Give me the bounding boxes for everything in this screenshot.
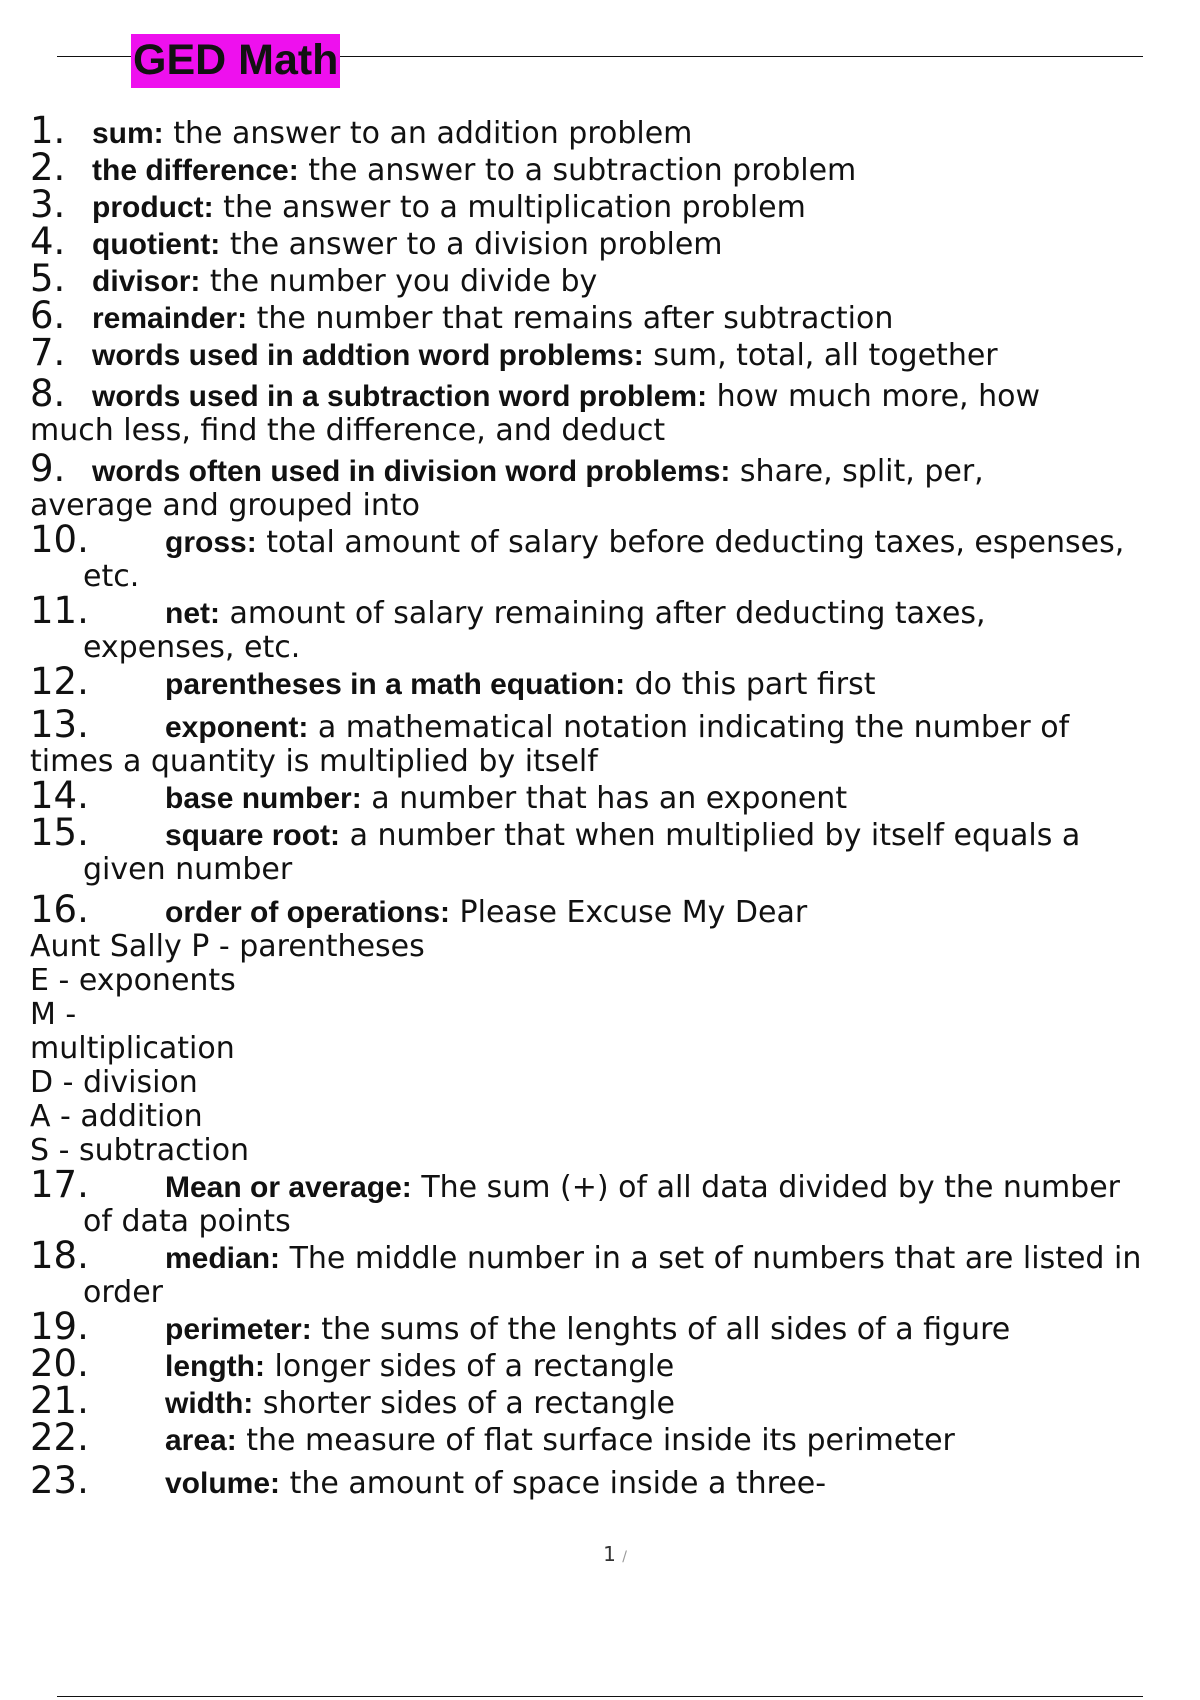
item-continuation: given number (83, 852, 293, 887)
item-term: parentheses in a math equation: (165, 668, 626, 701)
item-term: Mean or average: (165, 1171, 412, 1204)
item-term: gross: (165, 526, 257, 559)
item-definition: shorter sides of a rectangle (253, 1386, 675, 1421)
item-definition: the measure of flat surface inside its perimeter (236, 1423, 955, 1458)
item-number: 12. (30, 660, 89, 703)
item-continuation: M - (30, 997, 77, 1032)
item-definition: do this part first (625, 667, 876, 702)
item-definition: the number that remains after subtraction (247, 301, 894, 336)
item-term: area: (165, 1424, 237, 1457)
list-item (30, 1163, 1200, 1206)
page-number-mark: / (622, 1549, 627, 1565)
item-definition: how much more, how (707, 379, 1041, 414)
item-term: order of operations: (165, 896, 451, 929)
item-continuation: expenses, etc. (83, 630, 301, 665)
item-definition: longer sides of a rectangle (264, 1349, 675, 1384)
list-item (30, 1459, 1200, 1502)
footer-rule (57, 1696, 1143, 1697)
list-item (30, 183, 1200, 226)
item-term: words used in a subtraction word problem: (92, 380, 708, 413)
item-number: 4. (30, 220, 66, 263)
item-continuation: average and grouped into (30, 488, 420, 523)
item-definition: share, split, per, (730, 454, 984, 489)
item-number: 7. (30, 331, 66, 374)
list-item (30, 447, 1200, 490)
item-term: remainder: (92, 302, 248, 335)
list-item (30, 518, 1200, 561)
list-item (30, 1379, 1200, 1422)
list-item (30, 589, 1200, 632)
item-definition: the answer to an addition problem (163, 116, 693, 151)
list-item (30, 331, 1200, 374)
item-definition: the answer to a subtraction problem (298, 153, 857, 188)
item-definition: amount of salary remaining after deducting taxes, (220, 596, 986, 631)
item-continuation: etc. (83, 559, 140, 594)
list-item (30, 1342, 1200, 1385)
item-term: exponent: (165, 711, 309, 744)
item-term: sum: (92, 117, 164, 150)
item-definition: the answer to a multiplication problem (213, 190, 806, 225)
item-continuation: order (83, 1275, 163, 1310)
page-title: GED Math (131, 34, 340, 88)
item-continuation: much less, find the difference, and deduct (30, 413, 666, 448)
item-continuation: D - division (30, 1065, 198, 1100)
item-term: words used in addtion word problems: (92, 339, 644, 372)
item-number: 1. (30, 109, 66, 152)
item-definition: sum, total, all together (643, 338, 998, 373)
item-continuation: of data points (83, 1204, 291, 1239)
list-item (30, 660, 1200, 703)
item-number: 17. (30, 1163, 89, 1206)
item-number: 9. (30, 447, 66, 490)
term-list (30, 109, 1200, 1502)
list-item (30, 1305, 1200, 1348)
item-number: 15. (30, 811, 89, 854)
item-number: 10. (30, 518, 89, 561)
item-definition: the amount of space inside a three- (280, 1466, 827, 1501)
item-term: words often used in division word problems: (92, 455, 731, 488)
list-item (30, 1416, 1200, 1459)
item-term: width: (165, 1387, 254, 1420)
item-definition: The sum (+) of all data divided by the number (411, 1170, 1121, 1205)
list-item (30, 774, 1200, 817)
item-number: 14. (30, 774, 89, 817)
item-number: 8. (30, 372, 66, 415)
item-number: 5. (30, 257, 66, 300)
item-term: net: (165, 597, 220, 630)
list-item (30, 888, 1200, 931)
item-definition: the number you divide by (200, 264, 598, 299)
list-item (30, 811, 1200, 854)
item-number: 18. (30, 1234, 89, 1277)
list-item (30, 146, 1200, 189)
item-definition: the answer to a division problem (220, 227, 723, 262)
list-item (30, 220, 1200, 263)
item-term: quotient: (92, 228, 221, 261)
item-continuation: Aunt Sally P - parentheses (30, 929, 425, 964)
item-number: 19. (30, 1305, 89, 1348)
page-number (0, 1542, 1200, 1566)
item-term: volume: (165, 1467, 281, 1500)
item-term: perimeter: (165, 1313, 312, 1346)
item-definition: a number that has an exponent (361, 781, 848, 816)
item-term: product: (92, 191, 214, 224)
item-number: 3. (30, 183, 66, 226)
list-item (30, 703, 1200, 746)
item-continuation: A - addition (30, 1099, 203, 1134)
item-definition: The middle number in a set of numbers that are listed in (280, 1241, 1142, 1276)
item-term: median: (165, 1242, 281, 1275)
item-number: 21. (30, 1379, 89, 1422)
page-number-value: 1 (603, 1542, 616, 1566)
item-number: 13. (30, 703, 89, 746)
item-number: 22. (30, 1416, 89, 1459)
item-definition: the sums of the lenghts of all sides of a figure (311, 1312, 1011, 1347)
item-continuation: multiplication (30, 1031, 235, 1066)
list-item (30, 372, 1200, 415)
item-term: base number: (165, 782, 362, 815)
item-number: 2. (30, 146, 66, 189)
item-term: divisor: (92, 265, 201, 298)
item-number: 16. (30, 888, 89, 931)
item-definition: total amount of salary before deducting taxes, espenses, (256, 525, 1125, 560)
item-number: 6. (30, 294, 66, 337)
item-continuation: times a quantity is multiplied by itself (30, 744, 598, 779)
item-definition: Please Excuse My Dear (450, 895, 808, 930)
list-item (30, 257, 1200, 300)
item-definition: a mathematical notation indicating the number of (308, 710, 1070, 745)
list-item (30, 294, 1200, 337)
item-number: 23. (30, 1459, 89, 1502)
item-term: length: (165, 1350, 265, 1383)
item-term: the difference: (92, 154, 299, 187)
item-term: square root: (165, 819, 341, 852)
item-number: 11. (30, 589, 89, 632)
item-number: 20. (30, 1342, 89, 1385)
item-continuation: E - exponents (30, 963, 236, 998)
list-item (30, 1234, 1200, 1277)
item-definition: a number that when multiplied by itself equals a (340, 818, 1081, 853)
item-continuation: S - subtraction (30, 1133, 250, 1168)
list-item (30, 109, 1200, 152)
